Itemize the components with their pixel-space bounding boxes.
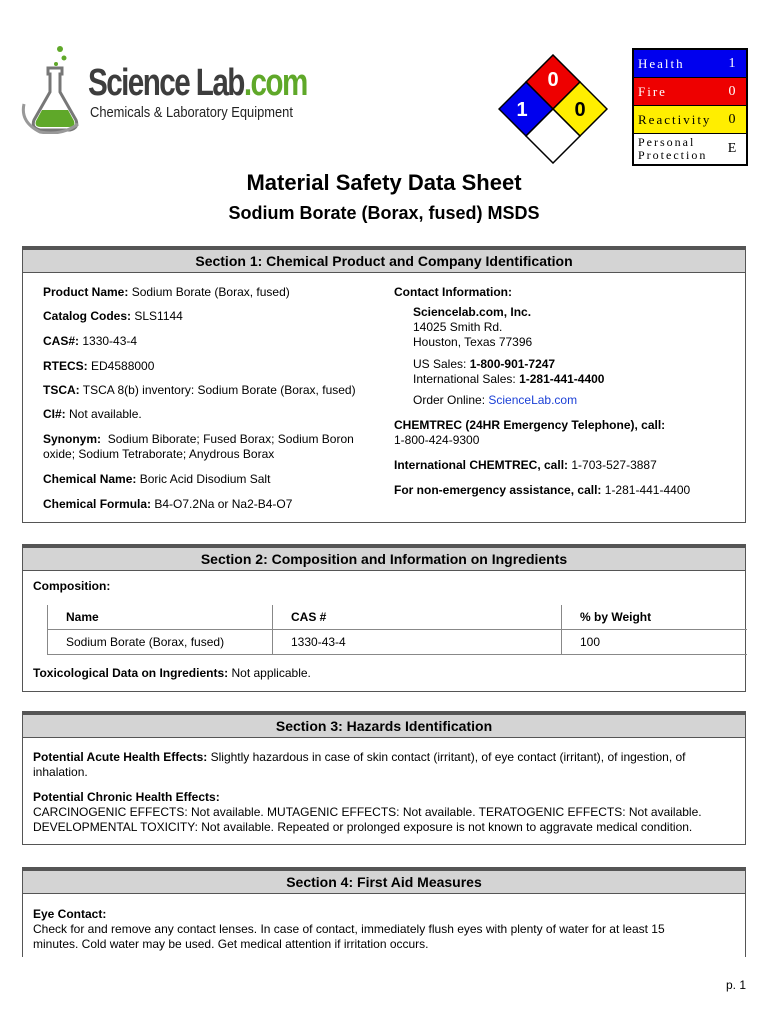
section-1 [22, 246, 746, 523]
non-emergency [394, 483, 690, 498]
acute-health-effects-label: Potential Acute Health Effects: [33, 750, 208, 764]
logo-wordmark [88, 64, 307, 102]
synonym-label: Synonym: [43, 432, 102, 446]
acute-health-effects-line2: inhalation. [33, 765, 88, 779]
non-emergency-label: For non-emergency assistance, call: [394, 483, 602, 497]
cas-number-value: 1330-43-4 [82, 334, 138, 348]
toxicological-data [33, 666, 311, 681]
nfpa-reactivity: 0 [574, 99, 586, 121]
international-chemtrec [394, 458, 657, 473]
contact-information-label: Contact Information: [394, 285, 512, 299]
chemtrec [394, 418, 734, 448]
order-online-link[interactable]: ScienceLab.com [488, 393, 578, 407]
chemical-name-value: Boric Acid Disodium Salt [139, 472, 271, 486]
chemtrec-label: CHEMTREC (24HR Emergency Telephone), call: [394, 418, 666, 432]
chronic-health-effects-line2: DEVELOPMENTAL TOXICITY: Not available. Repeated or prolonged exposure is not known to aggravate medical condition. [33, 820, 693, 834]
chemical-formula-value: B4-O7.2Na or Na2-B4-O7 [154, 497, 293, 511]
order-online-label: Order Online: [413, 393, 486, 407]
table-cell-name: Sodium Borate (Borax, fused) [48, 630, 273, 655]
synonym-value-line2: oxide; Sodium Tetraborate; Anydrous Borax [43, 447, 275, 461]
hmis-fire-row [634, 78, 746, 106]
table-cell-cas: 1330-43-4 [273, 630, 562, 655]
rtecs-label: RTECS: [43, 359, 88, 373]
table-header-name: Name [48, 605, 273, 630]
table-header-cas: CAS # [273, 605, 562, 630]
us-sales [413, 357, 555, 372]
tsca-label: TSCA: [43, 383, 80, 397]
address-line-1: 14025 Smith Rd. [413, 320, 503, 334]
table-header-row [48, 605, 748, 630]
international-sales [413, 372, 604, 387]
synonym [43, 432, 383, 462]
address-line-2: Houston, Texas 77396 [413, 335, 533, 349]
hmis-fire-label: Fire [638, 83, 667, 99]
hmis-label-box [632, 48, 748, 166]
chemtrec-phone: 1-800-424-9300 [394, 433, 480, 447]
hmis-ppe-value: E [727, 141, 737, 156]
logo-name: Science Lab [88, 62, 244, 104]
nfpa-diamond [498, 54, 608, 164]
cas-number-label: CAS#: [43, 334, 80, 348]
international-sales-label: International Sales: [413, 372, 516, 386]
us-sales-phone: 1-800-901-7247 [469, 357, 556, 371]
ci-number [43, 407, 142, 422]
page-number: p. 1 [725, 978, 746, 992]
section-4 [22, 867, 746, 957]
hmis-ppe-label: Personal Protection [638, 135, 708, 162]
product-name-value: Sodium Borate (Borax, fused) [131, 285, 290, 299]
document-title: Material Safety Data Sheet [246, 170, 522, 195]
section-3 [22, 711, 746, 845]
ci-number-label: CI#: [43, 407, 66, 421]
hmis-reactivity-label: Reactivity [638, 111, 712, 127]
catalog-codes-label: Catalog Codes: [43, 309, 132, 323]
chemical-formula [43, 497, 292, 512]
chemical-name-label: Chemical Name: [43, 472, 137, 486]
acute-health-effects [33, 750, 733, 780]
order-online [413, 393, 577, 408]
rtecs-value: ED4588000 [91, 359, 155, 373]
composition-table [47, 605, 747, 655]
section-4-heading: Section 4: First Aid Measures [23, 868, 745, 894]
section-3-heading: Section 3: Hazards Identification [23, 712, 745, 738]
cas-number [43, 334, 137, 349]
product-name [43, 285, 290, 300]
tsca-value: TSCA 8(b) inventory: Sodium Borate (Borax, fused) [82, 383, 356, 397]
catalog-codes-value: SLS1144 [134, 309, 183, 323]
section-2 [22, 544, 746, 692]
rtecs [43, 359, 154, 374]
flask-icon [18, 44, 88, 134]
table-row [48, 630, 748, 655]
product-name-label: Product Name: [43, 285, 129, 299]
international-chemtrec-label: International CHEMTREC, call: [394, 458, 569, 472]
chronic-health-effects-label: Potential Chronic Health Effects: [33, 790, 220, 804]
chemical-formula-label: Chemical Formula: [43, 497, 152, 511]
international-chemtrec-phone: 1-703-527-3887 [571, 458, 657, 472]
nfpa-health: 1 [516, 99, 528, 121]
international-sales-phone: 1-281-441-4400 [519, 372, 605, 386]
eye-contact-line1: Check for and remove any contact lenses. In case of contact, immediately flush eyes with plenty of water for at least 15 [33, 922, 665, 936]
synonym-value-line1: Sodium Biborate; Fused Borax; Sodium Boron [107, 432, 354, 446]
hmis-reactivity-row [634, 106, 746, 134]
company-name: Sciencelab.com, Inc. [413, 305, 532, 319]
toxicological-data-label: Toxicological Data on Ingredients: [33, 666, 229, 680]
hmis-ppe-row [634, 134, 746, 164]
us-sales-label: US Sales: [413, 357, 467, 371]
section-1-heading: Section 1: Chemical Product and Company Identification [23, 247, 745, 273]
logo-dotcom: .com [243, 62, 307, 104]
tsca [43, 383, 356, 398]
chronic-health-effects-line1: CARCINOGENIC EFFECTS: Not available. MUTAGENIC EFFECTS: Not available. TERATOGENIC EFFECTS: Not available. [33, 805, 702, 819]
eye-contact-label: Eye Contact: [33, 907, 107, 921]
hmis-fire-value: 0 [728, 83, 736, 99]
non-emergency-phone: 1-281-441-4400 [604, 483, 691, 497]
ci-number-value: Not available. [69, 407, 142, 421]
catalog-codes [43, 309, 183, 324]
sciencelab-logo [18, 44, 308, 134]
composition-label: Composition: [33, 579, 111, 593]
section-2-heading: Section 2: Composition and Information on Ingredients [23, 545, 745, 571]
table-cell-weight: 100 [562, 630, 748, 655]
toxicological-data-value: Not applicable. [231, 666, 311, 680]
table-header-weight: % by Weight [562, 605, 748, 630]
hmis-reactivity-value: 0 [728, 111, 736, 127]
acute-health-effects-line1: Slightly hazardous in case of skin contact (irritant), of eye contact (irritant), of ingestion, of [210, 750, 686, 764]
hmis-health-label: Health [638, 55, 685, 71]
logo-tagline: Chemicals & Laboratory Equipment [90, 104, 293, 121]
hmis-health-row [634, 50, 746, 78]
chemical-name [43, 472, 270, 487]
nfpa-flammability: 0 [547, 69, 559, 91]
hmis-health-value: 1 [728, 55, 736, 71]
document-subtitle: Sodium Borate (Borax, fused) MSDS [228, 203, 540, 223]
eye-contact-line2: minutes. Cold water may be used. Get medical attention if irritation occurs. [33, 937, 429, 951]
